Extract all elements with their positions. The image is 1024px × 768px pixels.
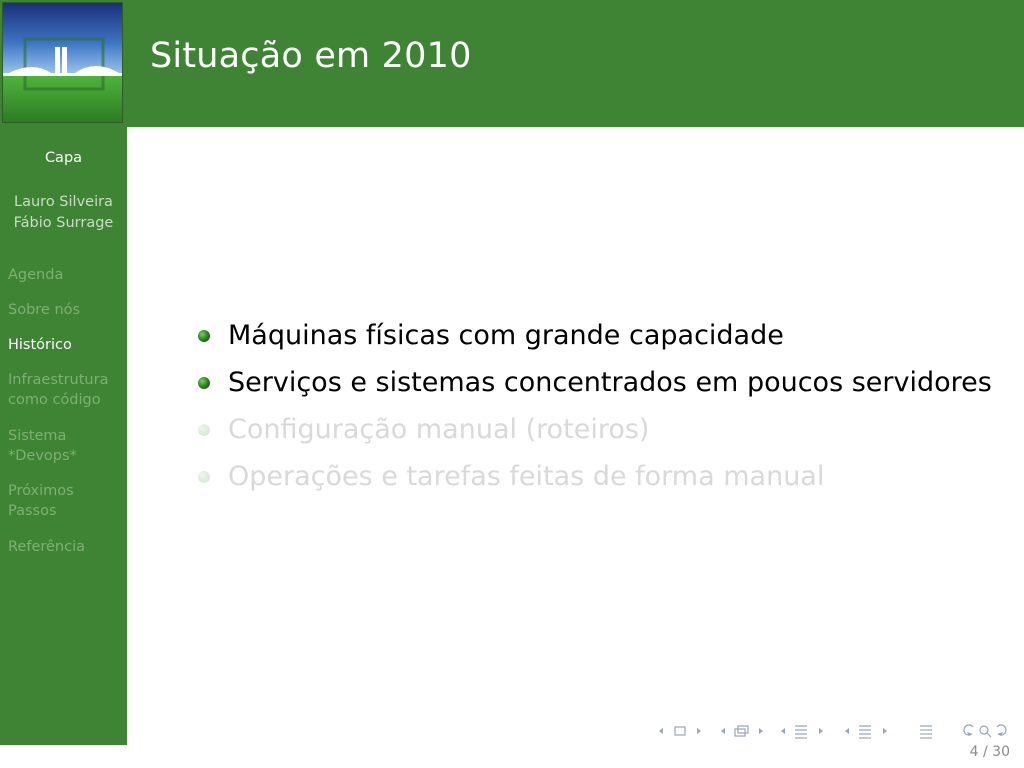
next-frame-icon[interactable] bbox=[697, 728, 701, 734]
bullet-text: Máquinas físicas com grande capacidade bbox=[228, 320, 784, 351]
back-icon[interactable] bbox=[964, 725, 973, 736]
sidebar-item-historico[interactable]: Histórico bbox=[8, 337, 72, 353]
sidebar-item-proximos-passos[interactable]: Próximos Passos bbox=[8, 483, 74, 519]
sidebar-authors bbox=[0, 192, 127, 234]
logo-image bbox=[2, 2, 123, 123]
sidebar-item-referencia[interactable]: Referência bbox=[8, 539, 86, 555]
sidebar-item-infraestrutura[interactable]: Infraestrutura como código bbox=[8, 372, 109, 408]
list-item bbox=[198, 312, 998, 359]
author-name: Lauro Silveira bbox=[14, 194, 113, 210]
list-item bbox=[198, 359, 998, 406]
prev-section-icon[interactable] bbox=[781, 728, 785, 734]
sidebar-item-sobre-nos[interactable]: Sobre nós bbox=[8, 302, 81, 318]
header-bar bbox=[127, 0, 1024, 127]
subsection-icon[interactable] bbox=[735, 726, 748, 736]
bullet-icon bbox=[198, 330, 210, 342]
bullet-icon bbox=[198, 377, 210, 389]
bullet-text: Configuração manual (roteiros) bbox=[228, 414, 650, 445]
slide-content bbox=[198, 312, 998, 500]
appendix-icon[interactable] bbox=[920, 726, 932, 738]
list-item bbox=[198, 406, 998, 453]
next-section-icon[interactable] bbox=[819, 728, 823, 734]
next-subsection-icon[interactable] bbox=[759, 728, 763, 734]
prev-subsection-icon[interactable] bbox=[721, 728, 725, 734]
slide-title: Situação em 2010 bbox=[150, 36, 472, 76]
bullet-text: Operações e tarefas feitas de forma manual bbox=[228, 461, 825, 492]
section-icon[interactable] bbox=[795, 726, 807, 738]
next-document-icon[interactable] bbox=[883, 728, 887, 734]
beamer-navigation-symbols bbox=[655, 718, 1015, 744]
prev-document-icon[interactable] bbox=[845, 728, 849, 734]
search-icon[interactable] bbox=[980, 726, 991, 737]
list-item bbox=[198, 453, 998, 500]
sidebar bbox=[0, 0, 127, 745]
prev-frame-icon[interactable] bbox=[659, 728, 663, 734]
sidebar-item-sistema-devops[interactable]: Sistema *Devops* bbox=[8, 428, 77, 464]
document-icon[interactable] bbox=[859, 726, 871, 738]
bullet-icon bbox=[198, 471, 210, 483]
author-name: Fábio Surrage bbox=[13, 215, 114, 231]
sidebar-title[interactable]: Capa bbox=[44, 150, 83, 166]
page-number: 4 / 30 bbox=[969, 744, 1010, 760]
bullet-icon bbox=[198, 424, 210, 436]
forward-icon[interactable] bbox=[997, 725, 1006, 736]
bullet-text: Serviços e sistemas concentrados em poucos servidores bbox=[228, 367, 992, 398]
frame-icon[interactable] bbox=[675, 727, 685, 735]
sidebar-item-agenda[interactable]: Agenda bbox=[8, 267, 64, 283]
